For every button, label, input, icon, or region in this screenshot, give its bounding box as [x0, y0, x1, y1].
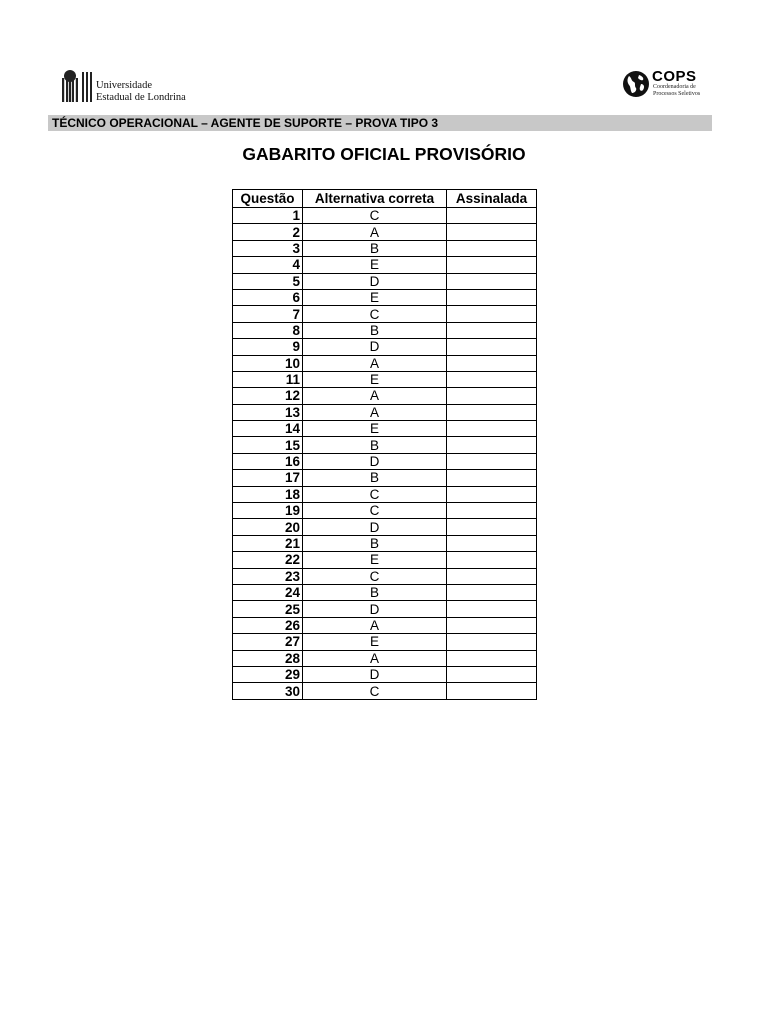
table-row — [233, 339, 537, 355]
cops-logo — [622, 68, 722, 102]
question-number-cell: 20 — [233, 519, 303, 535]
answer-key-rows — [233, 208, 537, 700]
marked-cell — [447, 486, 537, 502]
table-row — [233, 240, 537, 256]
table-header-row — [233, 190, 537, 208]
marked-cell — [447, 306, 537, 322]
question-number-cell: 6 — [233, 289, 303, 305]
table-row — [233, 470, 537, 486]
marked-cell — [447, 322, 537, 338]
correct-alternative-cell: C — [303, 568, 447, 584]
answer-key-table — [232, 189, 537, 700]
correct-alternative-cell: A — [303, 650, 447, 666]
question-number-cell: 21 — [233, 535, 303, 551]
table-row — [233, 388, 537, 404]
table-row — [233, 437, 537, 453]
question-number-cell: 4 — [233, 257, 303, 273]
correct-alternative-cell: B — [303, 470, 447, 486]
question-number-cell: 24 — [233, 584, 303, 600]
marked-cell — [447, 617, 537, 633]
question-number-cell: 9 — [233, 339, 303, 355]
question-number-cell: 3 — [233, 240, 303, 256]
table-row — [233, 617, 537, 633]
correct-alternative-cell: A — [303, 355, 447, 371]
uel-emblem-icon — [58, 68, 94, 104]
table-row — [233, 371, 537, 387]
table-row — [233, 257, 537, 273]
correct-alternative-cell: B — [303, 535, 447, 551]
table-row — [233, 224, 537, 240]
marked-cell — [447, 470, 537, 486]
question-number-cell: 26 — [233, 617, 303, 633]
question-number-cell: 13 — [233, 404, 303, 420]
correct-alternative-cell: E — [303, 634, 447, 650]
table-row — [233, 421, 537, 437]
marked-cell — [447, 437, 537, 453]
table-row — [233, 208, 537, 224]
question-number-cell: 12 — [233, 388, 303, 404]
table-row — [233, 601, 537, 617]
table-row — [233, 486, 537, 502]
correct-alternative-cell: C — [303, 208, 447, 224]
table-row — [233, 404, 537, 420]
correct-alternative-cell: D — [303, 519, 447, 535]
marked-cell — [447, 388, 537, 404]
correct-alternative-cell: E — [303, 552, 447, 568]
marked-cell — [447, 568, 537, 584]
table-row — [233, 552, 537, 568]
table-row — [233, 535, 537, 551]
marked-cell — [447, 339, 537, 355]
correct-alternative-cell: A — [303, 388, 447, 404]
cops-subtitle-line-2: Processos Seletivos — [653, 91, 701, 97]
correct-alternative-cell: C — [303, 486, 447, 502]
page-title: GABARITO OFICIAL PROVISÓRIO — [242, 144, 526, 164]
question-number-cell: 30 — [233, 683, 303, 699]
question-number-cell: 23 — [233, 568, 303, 584]
column-header-question: Questão — [233, 190, 303, 208]
question-number-cell: 19 — [233, 503, 303, 519]
correct-alternative-cell: B — [303, 584, 447, 600]
table-row — [233, 355, 537, 371]
question-number-cell: 17 — [233, 470, 303, 486]
correct-alternative-cell: E — [303, 371, 447, 387]
question-number-cell: 18 — [233, 486, 303, 502]
question-number-cell: 5 — [233, 273, 303, 289]
university-line-2: Estadual de Londrina — [96, 92, 186, 103]
question-number-cell: 10 — [233, 355, 303, 371]
marked-cell — [447, 240, 537, 256]
marked-cell — [447, 289, 537, 305]
marked-cell — [447, 257, 537, 273]
question-number-cell: 1 — [233, 208, 303, 224]
table-row — [233, 453, 537, 469]
table-row — [233, 634, 537, 650]
column-header-correct-alternative: Alternativa correta — [303, 190, 447, 208]
correct-alternative-cell: C — [303, 683, 447, 699]
table-row — [233, 568, 537, 584]
table-row — [233, 650, 537, 666]
table-row — [233, 503, 537, 519]
table-row — [233, 683, 537, 699]
correct-alternative-cell: B — [303, 322, 447, 338]
marked-cell — [447, 552, 537, 568]
cops-title: COPS — [652, 68, 697, 85]
marked-cell — [447, 650, 537, 666]
question-number-cell: 11 — [233, 371, 303, 387]
marked-cell — [447, 535, 537, 551]
correct-alternative-cell: D — [303, 601, 447, 617]
correct-alternative-cell: A — [303, 224, 447, 240]
correct-alternative-cell: E — [303, 289, 447, 305]
marked-cell — [447, 634, 537, 650]
marked-cell — [447, 224, 537, 240]
correct-alternative-cell: B — [303, 240, 447, 256]
table-row — [233, 584, 537, 600]
marked-cell — [447, 421, 537, 437]
question-number-cell: 29 — [233, 666, 303, 682]
correct-alternative-cell: D — [303, 666, 447, 682]
marked-cell — [447, 355, 537, 371]
marked-cell — [447, 584, 537, 600]
marked-cell — [447, 683, 537, 699]
correct-alternative-cell: C — [303, 503, 447, 519]
question-number-cell: 14 — [233, 421, 303, 437]
question-number-cell: 2 — [233, 224, 303, 240]
correct-alternative-cell: E — [303, 421, 447, 437]
marked-cell — [447, 273, 537, 289]
cops-subtitle-line-1: Coordenadoria de — [653, 84, 696, 90]
question-number-cell: 28 — [233, 650, 303, 666]
correct-alternative-cell: C — [303, 306, 447, 322]
marked-cell — [447, 371, 537, 387]
correct-alternative-cell: D — [303, 453, 447, 469]
question-number-cell: 22 — [233, 552, 303, 568]
question-number-cell: 7 — [233, 306, 303, 322]
correct-alternative-cell: D — [303, 273, 447, 289]
university-line-1: Universidade — [96, 80, 152, 91]
table-row — [233, 519, 537, 535]
correct-alternative-cell: A — [303, 617, 447, 633]
marked-cell — [447, 404, 537, 420]
table-row — [233, 322, 537, 338]
uel-logo — [58, 68, 218, 108]
marked-cell — [447, 208, 537, 224]
table-row — [233, 273, 537, 289]
marked-cell — [447, 519, 537, 535]
correct-alternative-cell: E — [303, 257, 447, 273]
correct-alternative-cell: A — [303, 404, 447, 420]
marked-cell — [447, 453, 537, 469]
question-number-cell: 25 — [233, 601, 303, 617]
marked-cell — [447, 666, 537, 682]
table-row — [233, 289, 537, 305]
question-number-cell: 15 — [233, 437, 303, 453]
marked-cell — [447, 601, 537, 617]
question-number-cell: 27 — [233, 634, 303, 650]
globe-icon — [622, 70, 650, 98]
correct-alternative-cell: D — [303, 339, 447, 355]
question-number-cell: 16 — [233, 453, 303, 469]
table-row — [233, 306, 537, 322]
question-number-cell: 8 — [233, 322, 303, 338]
marked-cell — [447, 503, 537, 519]
column-header-marked: Assinalada — [447, 190, 537, 208]
exam-header-bar: TÉCNICO OPERACIONAL – AGENTE DE SUPORTE – PROVA TIPO 3 — [48, 115, 712, 131]
correct-alternative-cell: B — [303, 437, 447, 453]
table-row — [233, 666, 537, 682]
